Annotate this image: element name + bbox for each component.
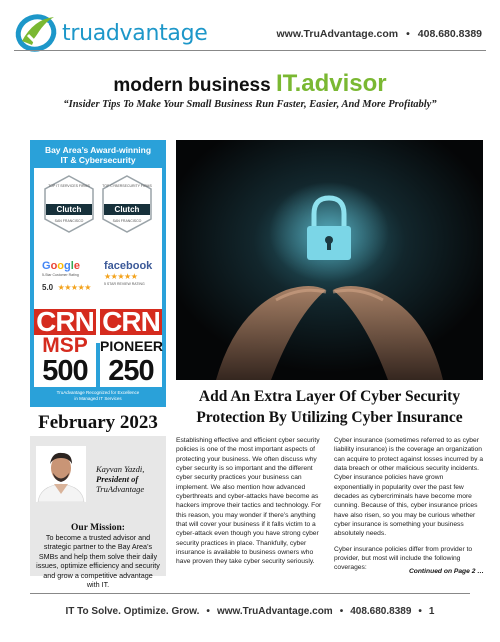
hands-lock-illustration (176, 140, 483, 380)
article-paragraph: Cyber insurance policies differ from provider to provider, but most will include the following coverages: (334, 545, 473, 572)
author-title-line2: TruAdvantage (96, 484, 145, 494)
clutch2-bottom: SAN FRANCISCO (112, 219, 142, 223)
crn1-mid: MSP (42, 334, 88, 357)
clutch1-name: Clutch (46, 204, 92, 215)
page-footer (0, 606, 500, 617)
crn-pioneer250-badge (100, 306, 164, 387)
page-number: 1 (428, 606, 435, 617)
footer-website[interactable]: www.TruAdvantage.com (216, 606, 333, 617)
author-name: Kayvan Yazdi, (96, 464, 145, 474)
logo-text: truadvantage (62, 20, 208, 46)
clutch-badge-it-services (43, 175, 95, 233)
footer-divider (30, 593, 470, 594)
header-separator: • (406, 28, 410, 40)
article-column-2 (334, 436, 484, 579)
crn2-num: 250 (108, 355, 154, 387)
crn2-mid: PIONEER (100, 338, 164, 354)
promo-title-line2: IT & Cybersecurity (60, 155, 136, 165)
facebook-brand: facebook (104, 260, 153, 272)
google-brand: Google (42, 260, 80, 272)
promo-footer-line1: TruAdvantage Recognized for Excellence (56, 390, 140, 395)
clutch1-top: TOP IT SERVICES FIRMS (48, 184, 90, 188)
footer-phone[interactable]: 408.680.8389 (350, 606, 412, 617)
article-paragraph: Establishing effective and efficient cyber security policies is one of the most important aspects of protecting your business. We often discuss why cyber security is so important and the different cyber security practices your business can implement. We also mention how advanced cyberthreats and cyber-attacks have become as hackers improve their tactics and technology. For this reason, you may wonder if there’s anything that will cover your business if it falls victim to a cyber-attack even though you have strong cyber security practices in place. Thankfully, cyber insurance is available to business owners who have proven they take cyber security seriously. (176, 437, 322, 566)
clutch-badge-cybersecurity (101, 175, 153, 233)
logo-swoosh-icon (14, 11, 58, 55)
mission-heading: Our Mission: (71, 523, 125, 533)
footer-separator: • (339, 606, 344, 617)
google-score: 5.0 (42, 283, 54, 292)
header-divider (14, 50, 486, 51)
author-avatar (36, 446, 86, 502)
article-paragraph: Cyber insurance (sometimes referred to as cyber liability insurance) is the coverage an organization can acquire to protect against losses incurred by a data breach or other malicious security incidents. Cyber insurance policies have grown exponentially in popularity over the past few decades as cybercriminals have become more cunning. Because of this, cyber insurance prices have also risen, so you may be curious whether cyber insurance is something your business absolutely needs. (334, 437, 484, 538)
footer-separator: • (206, 606, 210, 617)
continued-link[interactable]: Continued on Page 2 … (408, 568, 484, 575)
crn2-logo: CRN (100, 309, 162, 335)
header-phone[interactable]: 408.680.8389 (417, 28, 482, 40)
footer-slogan: IT To Solve. Optimize. Grow. (65, 606, 200, 617)
clutch2-top: TOP CYBERSECURITY FIRMS (102, 184, 152, 188)
promo-title (30, 145, 166, 165)
author-title-line1: President of (96, 474, 139, 484)
author-caption (96, 464, 144, 494)
header-contact (277, 28, 482, 40)
crn1-logo: CRN (34, 309, 96, 335)
article-title-line1: Add An Extra Layer Of Cyber Security (198, 388, 461, 405)
header-website[interactable]: www.TruAdvantage.com (276, 28, 399, 40)
crn1-num: 500 (42, 355, 88, 387)
google-rating-badge (42, 260, 98, 310)
masthead-tagline: “Insider Tips To Make Your Small Business Run Faster, Easier, And More Profitably” (63, 99, 437, 110)
crn-msp500-badge (34, 306, 96, 387)
facebook-sub: 5 STAR REVIEW RATING (104, 282, 145, 286)
author-mission-box (30, 436, 166, 590)
footer-separator: • (418, 606, 422, 617)
masthead-brand: IT.advisor (275, 70, 387, 97)
clutch1-bottom: SAN FRANCISCO (54, 219, 84, 223)
google-stars: ★★★★★ (57, 283, 91, 292)
article-title-line2: Protection By Utilizing Cyber Insurance (196, 409, 463, 426)
promo-footer-line2: in Managed IT Services (74, 395, 122, 401)
google-sub: 5-Star Customer Rating (42, 273, 79, 277)
article-column-1 (176, 436, 326, 573)
cyber-security-hero-image (176, 140, 483, 380)
promo-footer (30, 390, 166, 401)
masthead-prefix: modern business (113, 75, 276, 96)
issue-month: February 2023 (38, 412, 158, 433)
clutch2-name: Clutch (104, 204, 150, 215)
facebook-stars: ★★★★★ (104, 272, 138, 281)
article-title (176, 386, 483, 428)
newsletter-masthead (0, 70, 500, 98)
promo-title-line1: Bay Area’s Award-winning (44, 145, 152, 155)
mission-text: To become a trusted advisor and strategic partner to the Bay Area’s SMBs and help them solve their daily issues, optimize efficiency and security and grow a competitive advantage with IT. (36, 533, 160, 590)
facebook-rating-badge (104, 260, 160, 310)
awards-promo-box (30, 140, 166, 407)
